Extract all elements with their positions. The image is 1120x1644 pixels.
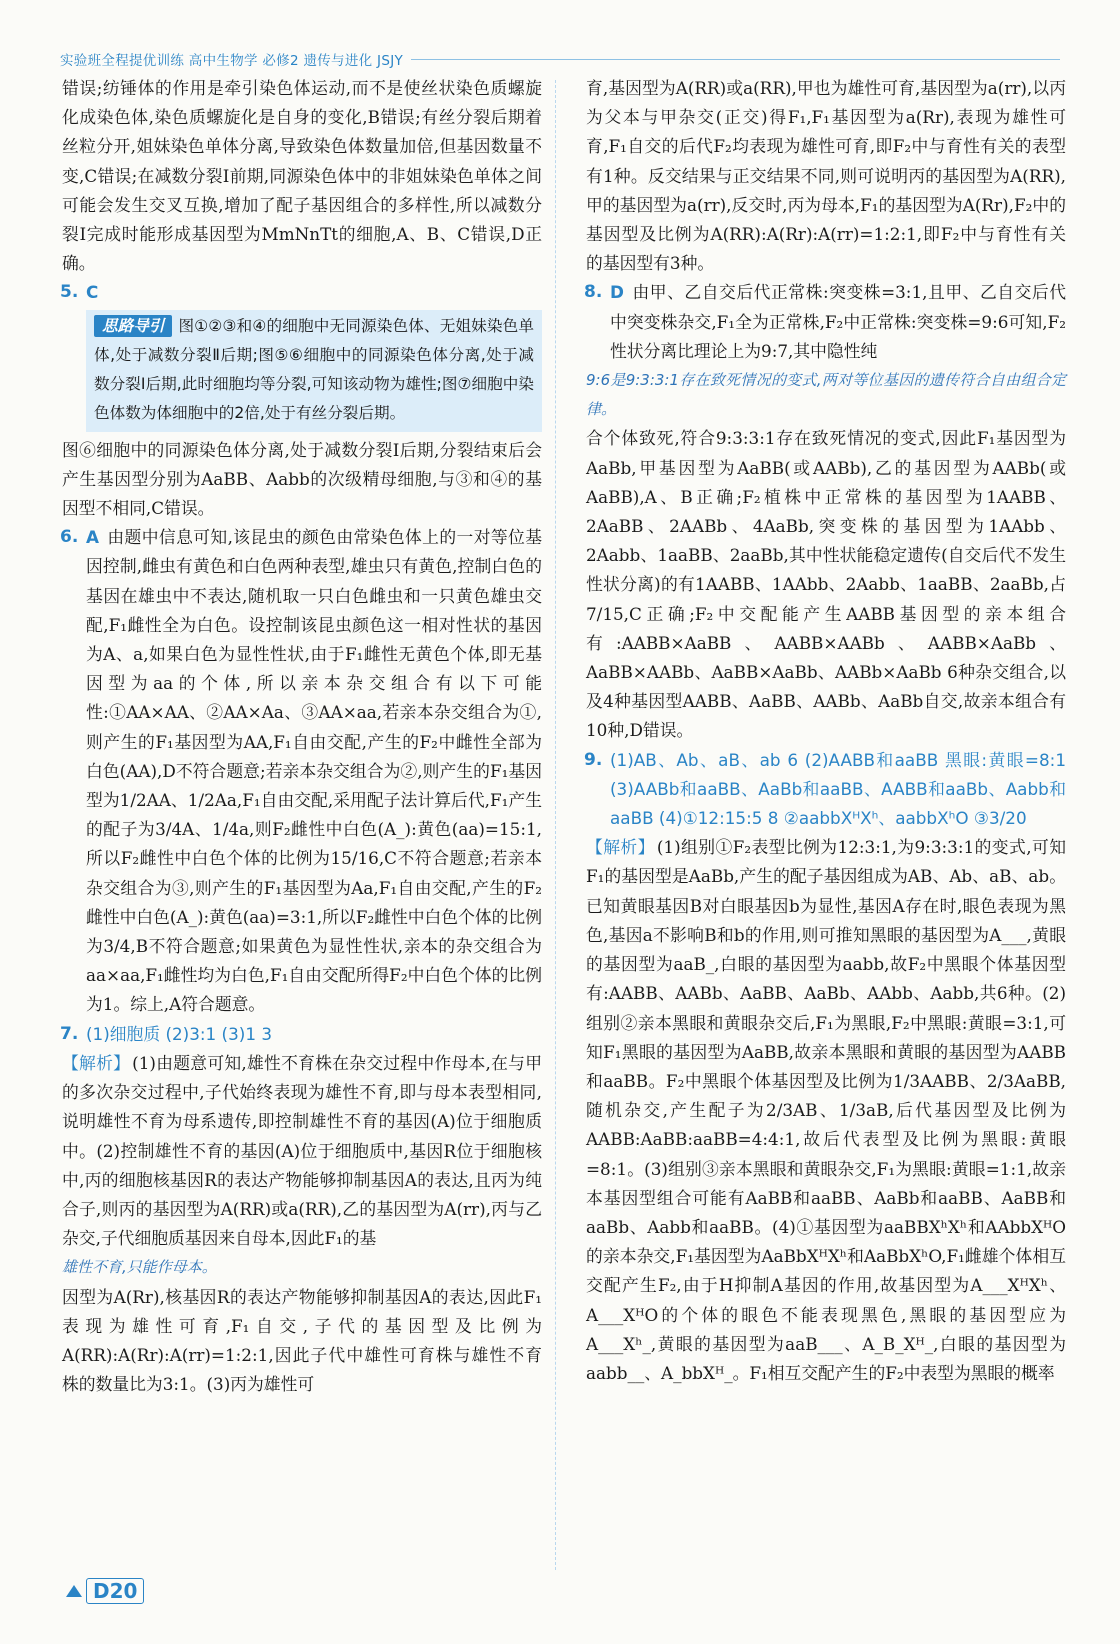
answer-5-text: 图⑥细胞中的同源染色体分离,处于减数分裂Ⅰ后期,分裂结束后会产生基因型分别为AaBB、Aabb的次级精母细胞,与③和④的基因型不相同,C错误。 [62,439,542,519]
page-number [66,1578,144,1604]
answer-letter: C [86,282,99,303]
answer-6 [62,523,542,1019]
answer-8 [586,278,1066,366]
header-rule [411,59,1060,60]
thinking-guide-box [86,310,542,432]
page-marker-icon [66,1585,82,1597]
answer-number: 9. [584,749,603,770]
guide-label: 思路导引 [94,315,172,337]
answer-number: 7. [60,1023,79,1044]
right-column [586,74,1066,1388]
answer-8-text: 由甲、乙自交后代正常株:突变株=3:1,且甲、乙自交后代中突变株杂交,F₁全为正常株,F₂中正常株:突变株=9:6可知,F₂性状分离比理论上为9:7,其中隐性纯 [610,282,1066,361]
continued-text-right: 育,基因型为A(RR)或a(RR),甲也为雄性可育,基因型为a(rr),以丙为父本与甲杂交(正交)得F₁,F₁基因型为a(Rr),表现为雄性可育,F₁自交的后代F₂均表现为雄性可育,即F₂中与育性有关的表型有1种。反交结果与正交结果不同,则可说明丙的基因型为A(RR),甲的基因型为a(rr),反交时,丙为母本,F₁的基因型为A(Rr),F₂中的基因型及比例为A(RR):A(Rr):A(rr)=1:2:1,即F₂中与育性有关的基因型有3种。 [586,78,1066,274]
left-column [62,74,542,1399]
guide-text: 图①②③和④的细胞中无同源染色体、无姐妹染色单体,处于减数分裂Ⅱ后期;图⑤⑥细胞中的同源染色体分离,处于减数分裂Ⅰ后期,此时细胞均等分裂,可知该动物为雄性;图⑦细胞中染色体数为体细胞中的2倍,处于有丝分裂后期。 [94,316,534,422]
answer-9-key: (1)AB、Ab、aB、ab 6 (2)AABB和aaBB 黑眼:黄眼=8:1 (3)AABb和aaBB、AaBb和aaBB、AABB和aaBb、Aabb和aaBB (4)①12:15:5 8 ②aabbXᴴXʰ、aabbXʰO ③3/20 [610,749,1066,829]
page-number-label: D20 [86,1578,144,1604]
answer-letter: A [86,527,99,548]
handwritten-note: 雄性不育,只能作母本。 [62,1258,217,1277]
analysis-tag: 【解析】 [586,837,655,858]
continued-text-left: 错误;纺锤体的作用是牵引染色体运动,而不是使丝状染色质螺旋化成染色体,染色质螺旋化是自身的变化,B错误;有丝分裂后期着丝粒分开,姐妹染色单体分离,导致染色体数量加倍,但基因数量不变,C错误;在减数分裂Ⅰ前期,同源染色体中的非姐妹染色单体之间可能会发生交叉互换,增加了配子基因组合的多样性,所以减数分裂Ⅰ完成时能形成基因型为MmNnTt的细胞,A、B、C错误,D正确。 [62,78,542,274]
analysis-text: (1)组别①F₂表型比例为12:3:1,为9:3:3:1的变式,可知F₁的基因型是AaBb,产生的配子基因组成为AB、Ab、aB、ab。已知黄眼基因B对白眼基因b为显性,基因A存在时,眼色表现为黑色,基因a不影响B和b的作用,则可推知黑眼的基因型为A___,黄眼的基因型为aaB_,白眼的基因型为aabb,故F₂中黑眼个体基因型有:AABB、AABb、AaBB、AaBb、AAbb、Aabb,共6种。(2)组别②亲本黑眼和黄眼杂交后,F₁为黑眼,F₂中黑眼:黄眼=3:1,可知F₁黑眼的基因型为AaBB,故亲本黑眼和黄眼的基因型为AABB和aaBB。F₂中黑眼个体基因型及比例为1/3AABB、2/3AaBB,随机杂交,产生配子为2/3AB、1/3aB,后代基因型及比例为AABB:AaBB:aaBB=4:4:1,故后代表型及比例为黑眼:黄眼=8:1。(3)组别③亲本黑眼和黄眼杂交,F₁为黑眼:黄眼=1:1,故亲本基因型组合可能有AaBB和aaBB、AaBb和aaBB、AaBB和aaBb、Aabb和aaBB。(4)①基因型为aaBBXʰXʰ和AAbbXᴴO的亲本杂交,F₁基因型为AaBbXᴴXʰ和AaBbXʰO,F₁雌雄个体相互交配产生F₂,由于H抑制A基因的作用,故基因型为A___XᴴXʰ、A___XᴴO的个体的眼色不能表现黑色,黑眼的基因型应为A___Xʰ_,黄眼的基因型为aaB___、A_B_Xᴴ_,白眼的基因型为aabb__、A_bbXᴴ_。F₁相互交配产生的F₂中表型为黑眼的概率 [586,837,1066,1383]
analysis-text: (1)由题意可知,雄性不育株在杂交过程中作母本,在与甲的多次杂交过程中,子代始终表现为雄性不育,即与母本表型相同,说明雄性不育为母系遗传,即控制雄性不育的基因(A)位于细胞质中。(2)控制雄性不育的基因(A)位于细胞质中,基因R位于细胞核中,丙的细胞核基因R的表达产物能够抑制基因A的表达,且丙为纯合子,则丙的基因型为A(RR)或a(RR),乙的基因型为A(rr),丙与乙杂交,子代细胞质基因来自母本,因此F₁的基 [62,1052,542,1249]
handwritten-note: 9:6是9:3:3:1存在致死情况的变式,两对等位基因的遗传符合自由组合定律。 [586,371,1066,419]
answer-9-analysis [586,833,1066,1388]
answer-6-text: 由题中信息可知,该昆虫的颜色由常染色体上的一对等位基因控制,雌虫有黄色和白色两种表型,雄虫只有黄色,控制白色的基因在雄虫中不表达,随机取一只白色雌虫和一只黄色雄虫交配,F₁雌性全为白色。设控制该昆虫颜色这一相对性状的基因为A、a,如果白色为显性性状,由于F₁雌性无黄色个体,即无基因型为aa的个体,所以亲本杂交组合有以下可能性:①AA×AA、②AA×Aa、③AA×aa,若亲本杂交组合为①,则产生的F₁基因型为AA,F₁自由交配,产生的F₂中雌性全部为白色(AA),D不符合题意;若亲本杂交组合为②,则产生的F₁基因型为1/2AA、1/2Aa,F₁自由交配,采用配子法计算后代,F₁产生的配子为3/4A、1/4a,则F₂雌性中白色(A_):黄色(aa)=15:1,所以F₂雌性中白色个体的比例为15/16,C不符合题意;若亲本杂交组合为③,则产生的F₁基因型为Aa,F₁自由交配,产生的F₂雌性中白色(A_):黄色(aa)=3:1,所以F₂雌性中白色个体的比例为3/4,B不符合题意;如果黄色为显性性状,亲本的杂交组合为aa×aa,F₁雌性均为白色,F₁自由交配所得F₂中白色个体的比例为1。综上,A符合题意。 [86,527,542,1015]
answer-number: 6. [60,527,79,548]
answer-letter: D [610,282,624,303]
answer-8-text-cont: 合个体致死,符合9:3:3:1存在致死情况的变式,因此F₁基因型为AaBb,甲基因型为AaBB(或AABb),乙的基因型为AABb(或AaBB),A、B正确;F₂植株中正常株的基因型为1AABB、2AaBB、2AABb、4AaBb,突变株的基因型为1AAbb、2Aabb、1aaBB、2aaBb,其中性状能稳定遗传(自交后代不发生性状分离)的有1AABB、1AAbb、2Aabb、1aaBB、2aaBb,占7/15,C正确;F₂中交配能产生AABB基因型的亲本组合有:AABB×AaBB、AABB×AABb、AABB×AaBb、AaBB×AABb、AaBB×AaBb、AABb×AaBb 6种杂交组合,以及4种基因型AABB、AaBB、AABb、AaBb自交,故亲本组合有10种,D错误。 [586,428,1066,741]
running-header [60,48,1060,70]
answer-7 [62,1020,542,1049]
column-divider [555,80,556,1570]
answer-number: 8. [584,282,603,303]
analysis-text-cont: 因型为A(Rr),核基因R的表达产物能够抑制基因A的表达,因此F₁表现为雄性可育,F₁自交,子代的基因型及比例为A(RR):A(Rr):A(rr)=1:2:1,因此子代中雄性可育株与雄性不育株的数量比为3:1。(3)丙为雄性可 [62,1286,542,1395]
header-title: 实验班全程提优训练 高中生物学 必修2 遗传与进化 JSJY [60,53,404,69]
answer-5 [62,278,542,307]
answer-7-analysis [62,1049,542,1253]
answer-7-key: (1)细胞质 (2)3:1 (3)1 3 [86,1023,273,1044]
answer-number: 5. [60,282,79,303]
answer-9 [586,746,1066,834]
analysis-tag: 【解析】 [62,1052,131,1073]
